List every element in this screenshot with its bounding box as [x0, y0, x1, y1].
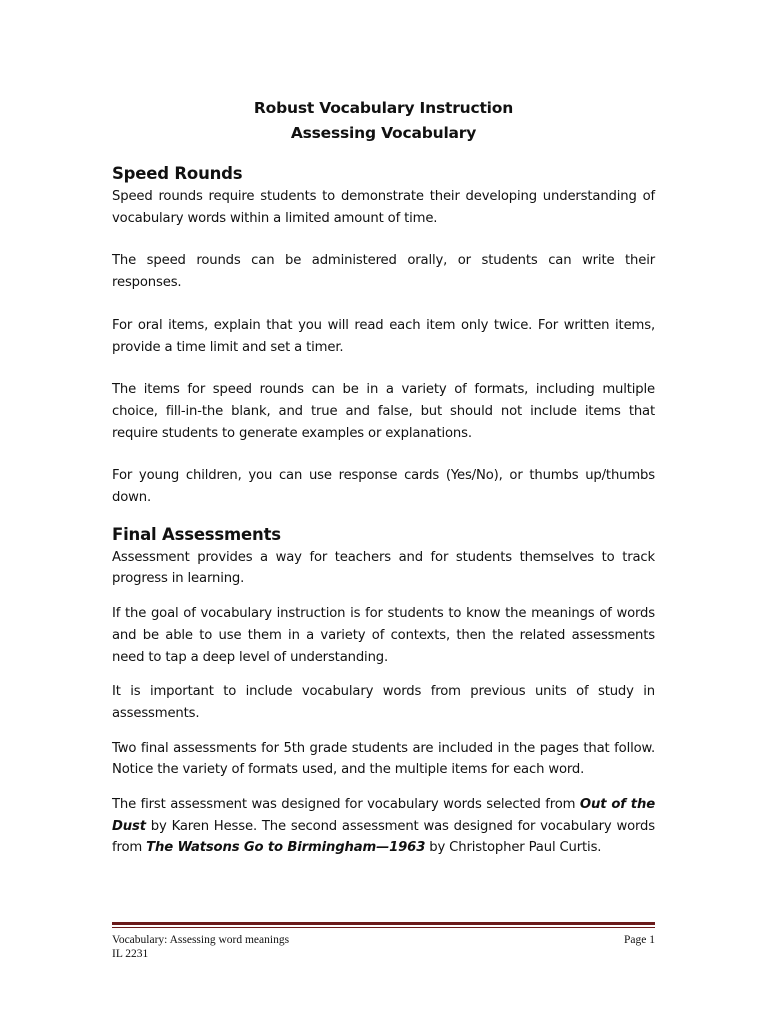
- footer-rule-thin: [112, 927, 655, 928]
- final-assessments-paragraph-5: [112, 794, 655, 859]
- document-title: [112, 96, 655, 146]
- footer-rule-thick: [112, 922, 655, 925]
- final-assessments-paragraph-2: If the goal of vocabulary instruction is for students to know the meanings of words and be able to use them in a variety of contexts, then the related assessments need to tap a deep level of understanding.: [112, 606, 655, 665]
- final-assessments-paragraph-4: Two final assessments for 5th grade students are included in the pages that follow. Notice the variety of formats used, and the multiple items for each word.: [112, 740, 655, 778]
- speed-rounds-paragraph-2: The speed rounds can be administered orally, or students can write their responses.: [112, 253, 655, 291]
- book-title-out-of-the-dust: Out of the Dust: [112, 797, 655, 834]
- paragraph-text: by Christopher Paul Curtis.: [425, 840, 602, 856]
- final-assessments-paragraph-3: It is important to include vocabulary words from previous units of study in assessments.: [112, 684, 655, 721]
- speed-rounds-paragraph-4: The items for speed rounds can be in a variety of formats, including multiple choice, fill-in-the blank, and true and false, but should not include items that require students to generate examples or explanations.: [112, 382, 655, 441]
- speed-rounds-paragraph-1: Speed rounds require students to demonstrate their developing understanding of vocabulary words within a limited amount of time.: [112, 189, 655, 226]
- footer-code: IL 2231: [112, 948, 149, 960]
- title-line-1: Robust Vocabulary Instruction: [253, 99, 514, 117]
- speed-rounds-paragraph-5: For young children, you can use response cards (Yes/No), or thumbs up/thumbs down.: [112, 468, 655, 506]
- paragraph-text: by Karen Hesse. The second assessment was designed for vocabulary words from: [112, 818, 655, 856]
- final-assessments-paragraph-1: Assessment provides a way for teachers and for students themselves to track progress in learning.: [112, 549, 655, 587]
- document-page: [112, 96, 655, 859]
- paragraph-text: The first assessment was designed for vocabulary words selected from: [112, 797, 580, 813]
- speed-rounds-paragraph-3: For oral items, explain that you will read each item only twice. For written items, provide a time limit and set a timer.: [112, 317, 655, 355]
- footer-page-number: Page 1: [624, 934, 655, 946]
- footer-document-title: Vocabulary: Assessing word meanings: [112, 934, 290, 946]
- final-assessments-heading: Final Assessments: [112, 524, 281, 544]
- title-line-2: Assessing Vocabulary: [290, 124, 477, 142]
- book-title-watsons: The Watsons Go to Birmingham—1963: [146, 840, 426, 856]
- speed-rounds-heading: Speed Rounds: [112, 164, 243, 183]
- page-footer: [112, 933, 655, 961]
